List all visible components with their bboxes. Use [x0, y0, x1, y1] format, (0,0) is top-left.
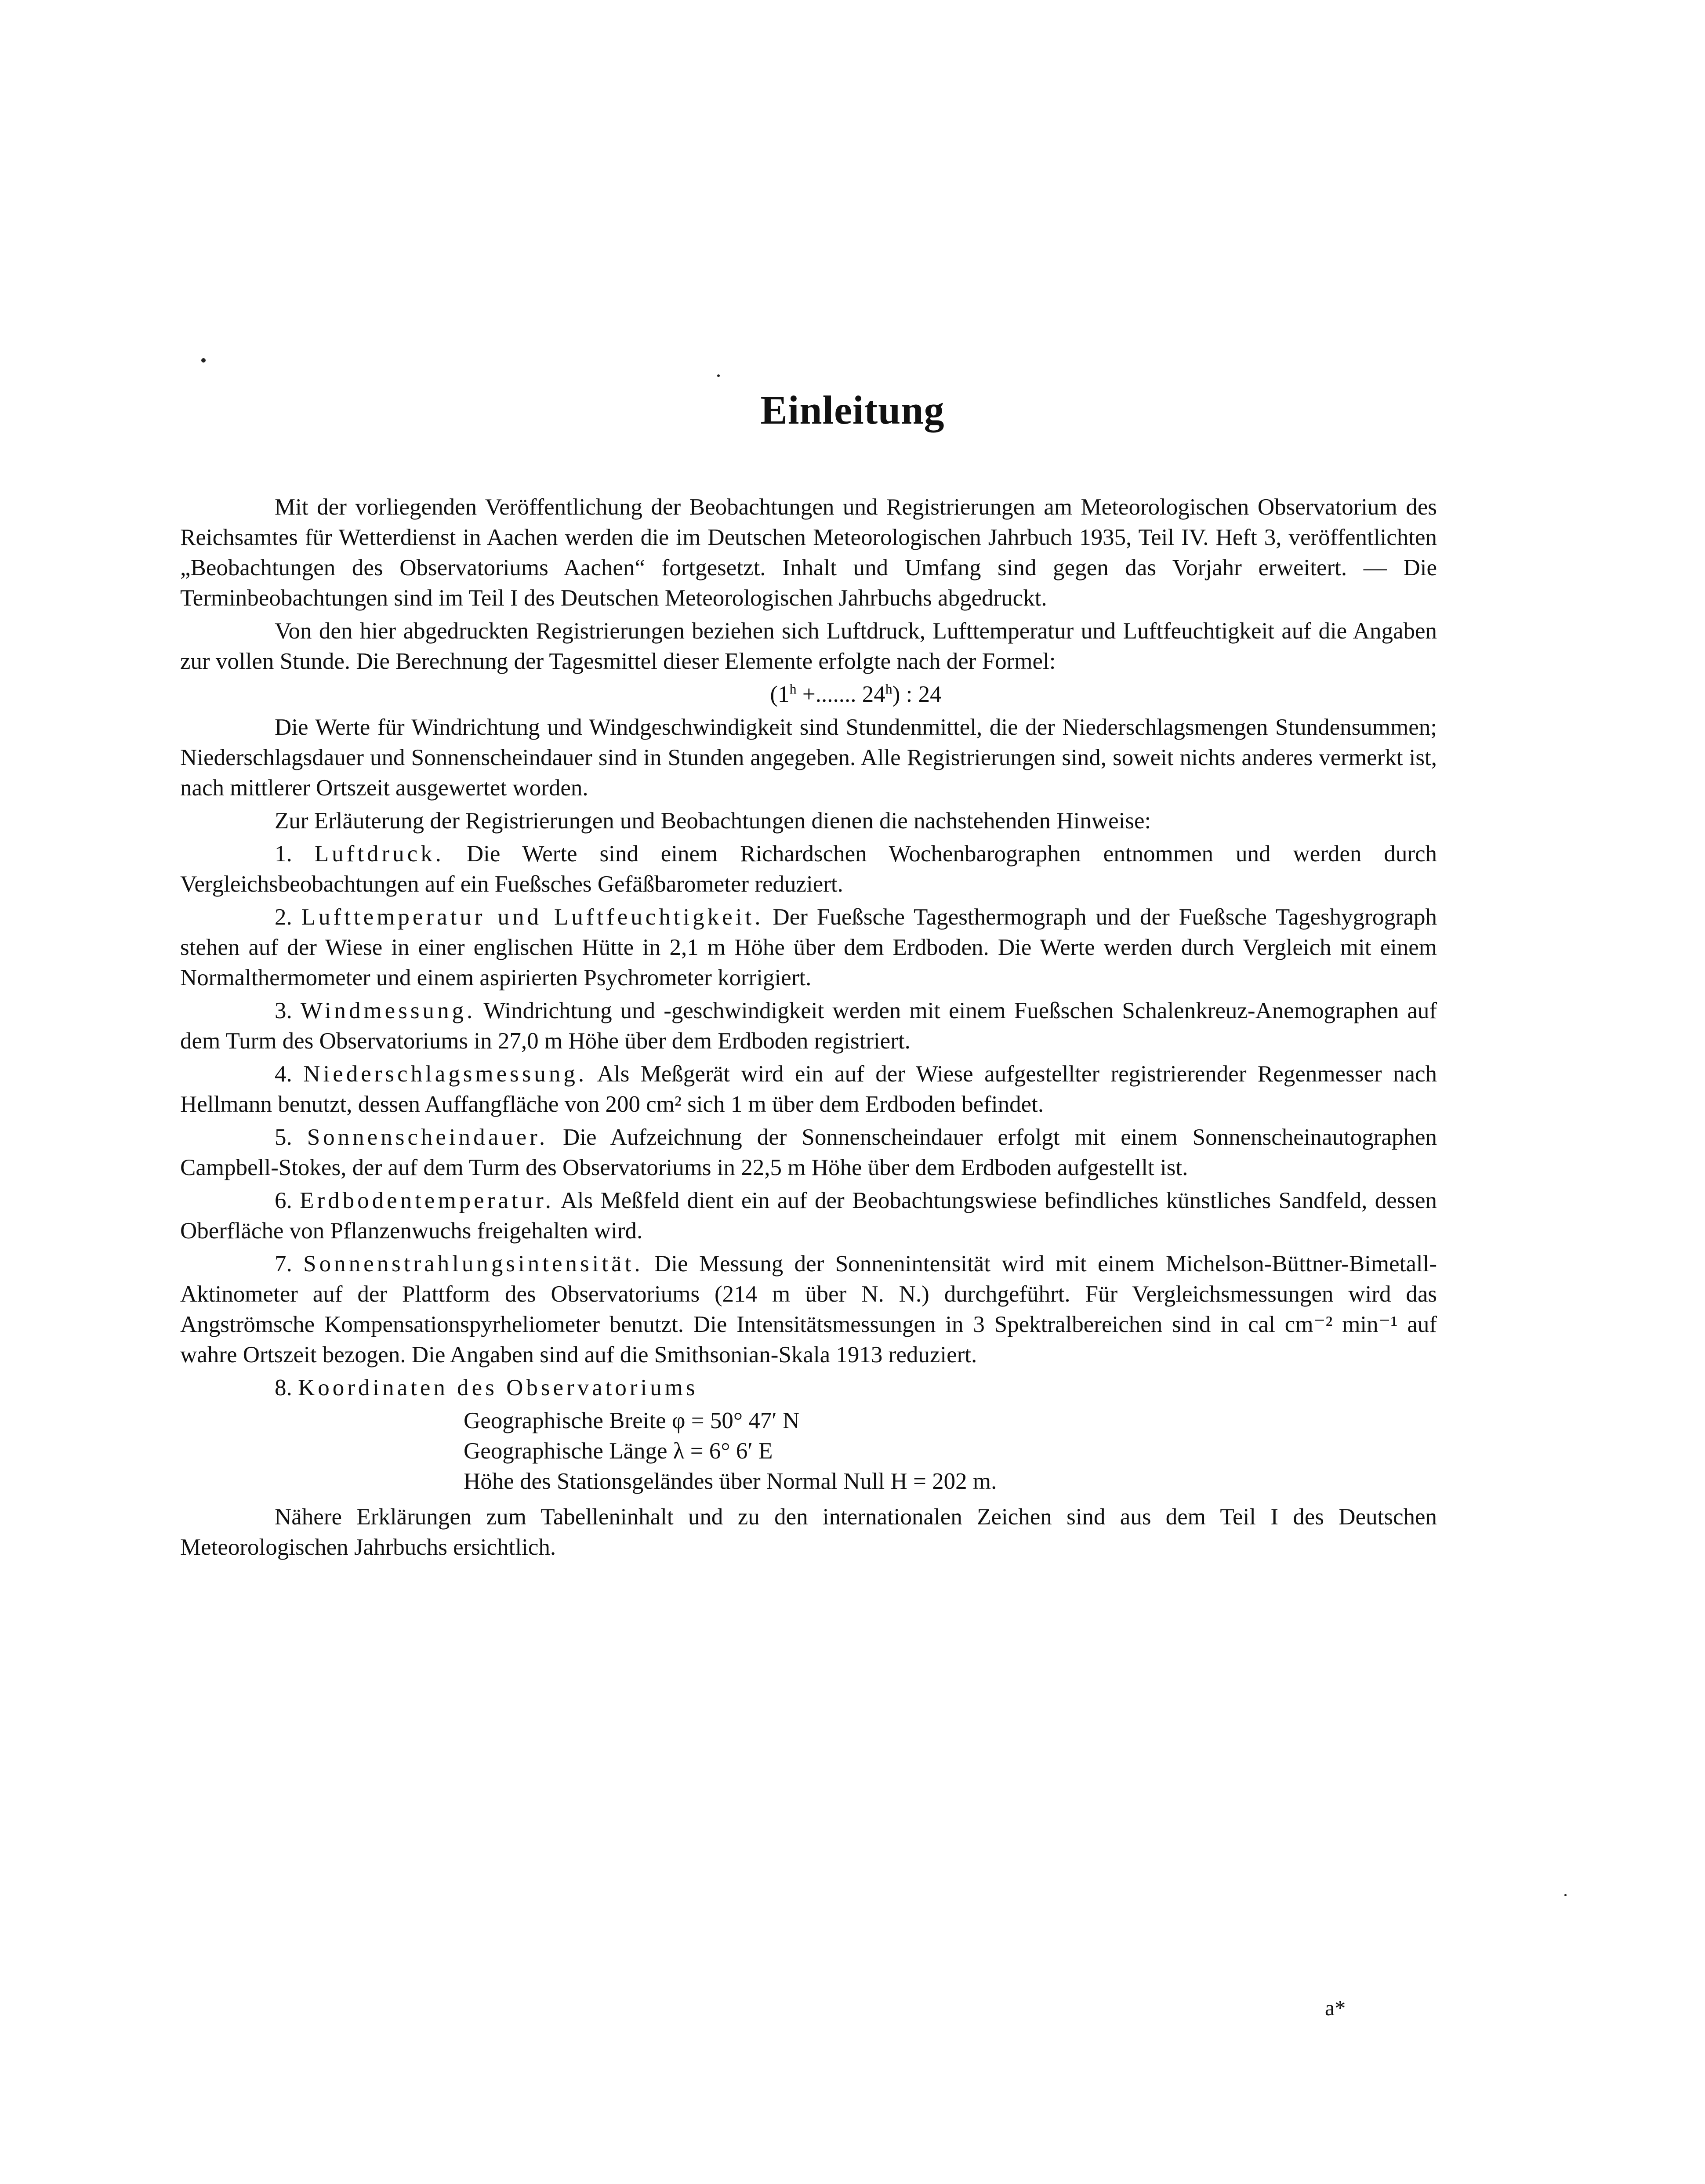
- formula-middle: +....... 24: [796, 682, 885, 707]
- formula: [180, 679, 1437, 710]
- formula-sup: h: [885, 681, 892, 697]
- item-number: 5.: [275, 1125, 292, 1150]
- coordinates-block: [180, 1406, 1437, 1497]
- item-text: Die Messung der Sonnenintensität wird mit einem Michelson-Büttner-Bimetall-Aktinometer auf der Plattform des Observatoriums (214 m über N. N.) durchgeführt. Für Vergleichsmessungen wird das Angströmsche Kompensationspyrheliometer benutzt. Die Intensitätsmessungen in 3 Spektralbereichen sind in cal cm⁻² min⁻¹ auf wahre Ortszeit bezogen. Die Angaben sind auf die Smithsonian-Skala 1913 reduziert.: [180, 1251, 1437, 1368]
- item-heading: Sonnenscheindauer.: [307, 1125, 548, 1150]
- item-heading: Windmessung.: [300, 998, 476, 1023]
- paragraph-intro: Mit der vorliegenden Veröffentlichung der Beobachtungen und Registrierungen am Meteorologischen Observatorium des Reichsamtes für Wetterdienst in Aachen werden die im Deutschen Meteorologischen Jahrbuch 1935, Teil IV. Heft 3, veröffentlichten „Beobachtungen des Observatoriums Aachen“ fortgesetzt. Inhalt und Umfang sind gegen das Vorjahr erweitert. — Die Terminbeobachtungen sind im Teil I des Deutschen Meteorologischen Jahrbuchs abgedruckt.: [180, 494, 1437, 611]
- speck-mark: [201, 358, 206, 363]
- item-number: 1.: [275, 841, 292, 867]
- item-heading: Sonnenstrahlungsintensität.: [303, 1251, 643, 1277]
- paragraph-closing: Nähere Erklärungen zum Tabelleninhalt und zu den internationalen Zeichen sind aus dem Teil I des Deutschen Meteorologischen Jahrbuchs ersichtlich.: [180, 1504, 1437, 1560]
- formula-close: ) : 24: [892, 682, 942, 707]
- item-lufttemperatur: [180, 902, 1437, 993]
- paragraph-daily-means: Von den hier abgedruckten Registrierungen beziehen sich Luftdruck, Lufttemperatur und Luftfeuchtigkeit auf die Angaben zur vollen Stunde. Die Berechnung der Tagesmittel dieser Elemente erfolgte nach der Formel:: [180, 618, 1437, 674]
- item-number: 7.: [275, 1251, 292, 1277]
- item-text: Als Meßfeld dient ein auf der Beobachtungswiese befindliches künstliches Sandfeld, dessen Oberfläche von Pflanzenwuchs freigehalten wird.: [180, 1188, 1437, 1244]
- paragraph-wind-values: Die Werte für Windrichtung und Windgeschwindigkeit sind Stundenmittel, die der Niederschlagsmengen Stundensummen; Niederschlagsdauer und Sonnenscheindauer sind in Stunden angegeben. Alle Registrierungen sind, soweit nichts anderes vermerkt ist, nach mittlerer Ortszeit ausgewertet worden.: [180, 715, 1437, 801]
- item-text: Die Aufzeichnung der Sonnenscheindauer erfolgt mit einem Sonnenscheinautographen Campbell-Stokes, der auf dem Turm des Observatoriums in 22,5 m Höhe über dem Erdboden aufgestellt ist.: [180, 1125, 1437, 1180]
- item-number: 8.: [275, 1375, 292, 1400]
- latitude-line: Geographische Breite φ = 50° 47′ N: [464, 1408, 800, 1433]
- item-text: Windrichtung und -geschwindigkeit werden mit einem Fueßschen Schalenkreuz-Anemographen auf dem Turm des Observatoriums in 27,0 m Höhe über dem Erdboden registriert.: [180, 998, 1437, 1054]
- formula-sup: h: [789, 681, 797, 697]
- elevation-line: Höhe des Stationsgeländes über Normal Null H = 202 m.: [464, 1469, 997, 1494]
- longitude-line: Geographische Länge λ = 6° 6′ E: [464, 1438, 773, 1464]
- item-heading: Niederschlagsmessung.: [303, 1061, 588, 1087]
- item-sonnenscheindauer: [180, 1122, 1437, 1183]
- item-niederschlagsmessung: [180, 1059, 1437, 1120]
- item-number: 4.: [275, 1061, 292, 1087]
- item-number: 2.: [275, 904, 292, 930]
- item-number: 6.: [275, 1188, 292, 1213]
- item-text: Die Werte sind einem Richardschen Wochenbarographen entnommen und werden durch Vergleichsbeobachtungen auf ein Fueßsches Gefäßbarometer reduziert.: [180, 841, 1437, 897]
- paragraph-notes-intro: Zur Erläuterung der Registrierungen und Beobachtungen dienen die nachstehenden Hinweise:: [275, 808, 1151, 834]
- item-number: 3.: [275, 998, 292, 1023]
- speck-mark: [1564, 1894, 1567, 1896]
- item-koordinaten: [180, 1373, 1437, 1403]
- introduction-body: [180, 492, 1437, 1565]
- item-erdbodentemperatur: [180, 1186, 1437, 1246]
- item-windmessung: [180, 996, 1437, 1056]
- item-sonnenstrahlungsintensitaet: [180, 1249, 1437, 1370]
- speck-mark: [717, 374, 720, 377]
- formula-open: (1: [770, 682, 790, 707]
- item-heading: Luftdruck.: [314, 841, 444, 867]
- page-marker: a*: [1325, 1995, 1346, 2020]
- item-text: Der Fueßsche Tagesthermograph und der Fueßsche Tageshygrograph stehen auf der Wiese in einer englischen Hütte in 2,1 m Höhe über dem Erdboden. Die Werte werden durch Vergleich mit einem Normalthermometer und einem aspirierten Psychrometer korrigiert.: [180, 904, 1437, 990]
- item-heading: Erdbodentemperatur.: [300, 1188, 555, 1213]
- item-luftdruck: [180, 839, 1437, 900]
- item-heading: Lufttemperatur und Luftfeuchtigkeit.: [301, 904, 764, 930]
- page-title: Einleitung: [760, 388, 945, 432]
- item-heading: Koordinaten des Observatoriums: [298, 1375, 698, 1400]
- item-text: Als Meßgerät wird ein auf der Wiese aufgestellter registrierender Regenmesser nach Hellmann benutzt, dessen Auffangfläche von 200 cm² sich 1 m über dem Erdboden befindet.: [180, 1061, 1437, 1117]
